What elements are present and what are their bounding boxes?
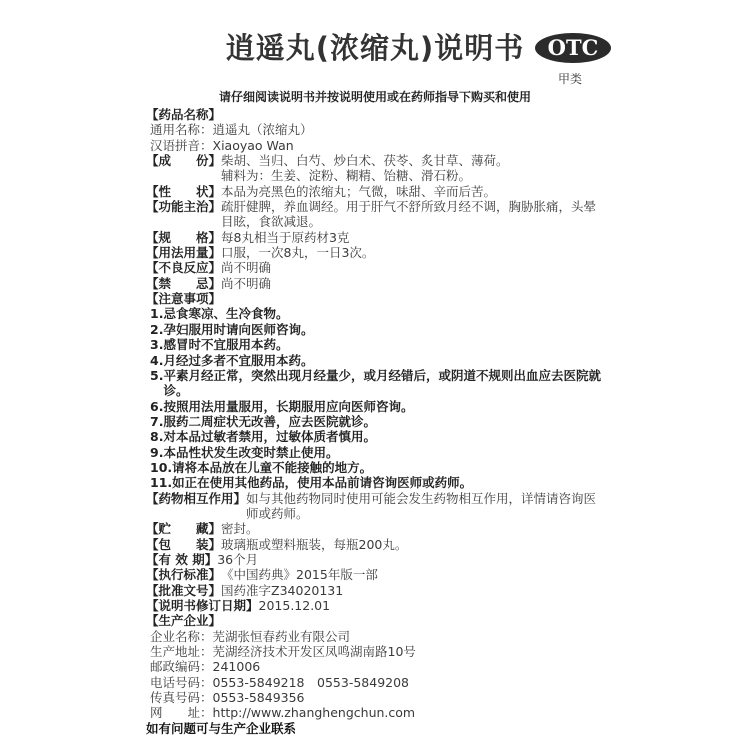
field-label: 【性 状】 [146, 183, 222, 199]
field-label: 邮政编码： [150, 659, 213, 675]
precaution-number: 4. [150, 352, 164, 368]
field-label: 【用法用量】 [146, 245, 222, 261]
field-label: 【批准文号】 [146, 582, 222, 598]
field-label: 【包 装】 [146, 536, 222, 552]
package-row [146, 537, 604, 552]
precaution-number: 3. [150, 337, 164, 353]
field-value: 《中国药典》2015年版一部 [221, 567, 378, 583]
precaution-number: 8. [150, 429, 164, 445]
precaution-text: 平素月经正常，突然出现月经量少，或月经错后，或阴道不规则出血应去医院就诊。 [163, 367, 601, 399]
interactions-row [146, 491, 604, 522]
precaution-text: 本品性状发生改变时禁止使用。 [163, 444, 339, 460]
field-label: 电话号码： [150, 674, 213, 690]
field-label: 【不良反应】 [146, 260, 222, 276]
otc-logo: OTC [535, 33, 611, 63]
precaution-item [146, 445, 604, 460]
field-label: 【成 份】 [146, 153, 222, 169]
precaution-number: 6. [150, 398, 164, 414]
footer-contact-note: 如有问题可与生产企业联系 [146, 720, 297, 736]
precaution-text: 服药二周症状无改善，应去医院就诊。 [163, 413, 376, 429]
manufacturer-row [146, 690, 604, 705]
field-label: 企业名称： [150, 628, 213, 644]
revision-date-row [146, 598, 604, 613]
field-value: 每8丸相当于原药材3克 [221, 229, 350, 245]
manufacturer-info [146, 629, 604, 721]
field-label: 生产地址： [150, 644, 213, 660]
precaution-text: 月经过多者不宜服用本药。 [163, 352, 314, 368]
field-label: 【说明书修订日期】 [146, 598, 259, 613]
precaution-item [146, 306, 604, 321]
section-heading-precautions: 【注意事项】 [146, 291, 222, 307]
field-label: 通用名称： [150, 122, 213, 138]
field-value: 玻璃瓶或塑料瓶装，每瓶200丸。 [221, 536, 408, 552]
subtitle: 请仔细阅读说明书并按说明使用或在药师指导下购买和使用 [218, 90, 531, 104]
precaution-text: 对本品过敏者禁用，过敏体质者慎用。 [163, 429, 376, 445]
field-value: 尚不明确 [221, 275, 272, 291]
precautions-list [146, 306, 604, 490]
field-value: 0553-5849218 0553-5849208 [212, 674, 410, 690]
precaution-number: 2. [150, 321, 164, 337]
adverse-reactions-row [146, 260, 604, 275]
manufacturer-row [146, 659, 604, 674]
precaution-item [146, 414, 604, 429]
precaution-text: 按照用法用量服用，长期服用应向医师咨询。 [163, 398, 414, 414]
standard-row [146, 567, 604, 582]
precaution-item [146, 337, 604, 352]
otc-class-label: 甲类 [558, 72, 583, 86]
precaution-text: 忌食寒凉、生冷食物。 [163, 306, 289, 322]
page-title: 逍遥丸(浓缩丸)说明书 [225, 31, 525, 65]
field-value[interactable]: http://www.zhanghengchun.com [212, 705, 416, 721]
manufacturer-row [146, 644, 604, 659]
precaution-item [146, 322, 604, 337]
specification-row [146, 230, 604, 245]
field-value: 尚不明确 [221, 260, 272, 276]
field-label: 【药物相互作用】 [146, 490, 247, 506]
precaution-number: 1. [150, 306, 164, 322]
excipients-value: 辅料为：生姜、淀粉、糊精、饴糖、滑石粉。 [221, 168, 472, 184]
indications-row [146, 199, 604, 230]
field-value: Xiaoyao Wan [212, 137, 294, 153]
field-value: 本品为亮黑色的浓缩丸；气微，味甜、辛而后苦。 [221, 183, 497, 199]
manufacturer-row [146, 675, 604, 690]
storage-row [146, 521, 604, 536]
field-value: 国药准字Z34020131 [221, 582, 344, 598]
appearance-row [146, 184, 604, 199]
field-value: 芜湖经济技术开发区凤鸣湖南路10号 [212, 644, 416, 660]
ingredients-row [146, 153, 604, 184]
precaution-item [146, 429, 604, 444]
field-value: 逍遥丸（浓缩丸） [212, 122, 313, 138]
field-label: 【有 效 期】 [146, 551, 218, 567]
precaution-item [146, 460, 604, 475]
field-value: 疏肝健脾，养血调经。用于肝气不舒所致月经不调，胸胁胀痛，头晕目眩，食欲减退。 [221, 199, 597, 230]
manufacturer-row [146, 629, 604, 644]
contraindications-row [146, 276, 604, 291]
pinyin-row [146, 138, 604, 153]
generic-name-row [146, 122, 604, 137]
precaution-text: 请将本品放在儿童不能接触的地方。 [172, 459, 373, 475]
manufacturer-row [146, 705, 604, 720]
precaution-item [146, 399, 604, 414]
field-value: 柴胡、当归、白芍、炒白术、茯苓、炙甘草、薄荷。 [221, 153, 509, 169]
precaution-text: 感冒时不宜服用本药。 [163, 337, 289, 353]
field-value: 36个月 [217, 551, 259, 567]
section-heading-drug-name: 【药品名称】 [146, 107, 222, 122]
approval-number-row [146, 583, 604, 598]
precaution-number: 5. [150, 367, 164, 383]
precaution-number: 7. [150, 413, 164, 429]
field-label: 汉语拼音： [150, 137, 213, 153]
field-value: 口服，一次8丸，一日3次。 [221, 245, 375, 261]
field-value: 芜湖张恒春药业有限公司 [212, 628, 351, 644]
field-value: 241006 [212, 659, 261, 675]
field-value: 0553-5849356 [212, 690, 305, 706]
precaution-item [146, 475, 604, 490]
precaution-text: 如正在使用其他药品，使用本品前请咨询医师或药师。 [172, 475, 473, 491]
field-label: 【规 格】 [146, 229, 222, 245]
field-label: 【贮 藏】 [146, 521, 222, 537]
field-label: 【功能主治】 [146, 199, 222, 215]
field-value: 如与其他药物同时使用可能会发生药物相互作用，详情请咨询医师或药师。 [246, 490, 597, 521]
leaflet-body [146, 107, 604, 736]
field-value: 密封。 [221, 521, 259, 537]
field-value: 2015.12.01 [258, 598, 331, 613]
precaution-number: 11. [150, 475, 173, 491]
field-label: 网 址： [150, 705, 213, 721]
precaution-item [146, 368, 604, 399]
dosage-row [146, 245, 604, 260]
precaution-number: 10. [150, 459, 173, 475]
field-label: 【禁 忌】 [146, 275, 222, 291]
section-heading-manufacturer: 【生产企业】 [146, 613, 222, 629]
shelf-life-row [146, 552, 604, 567]
field-label: 传真号码： [150, 690, 213, 706]
field-label: 【执行标准】 [146, 567, 222, 583]
precaution-item [146, 353, 604, 368]
precaution-text: 孕妇服用时请向医师咨询。 [163, 321, 314, 337]
precaution-number: 9. [150, 444, 164, 460]
